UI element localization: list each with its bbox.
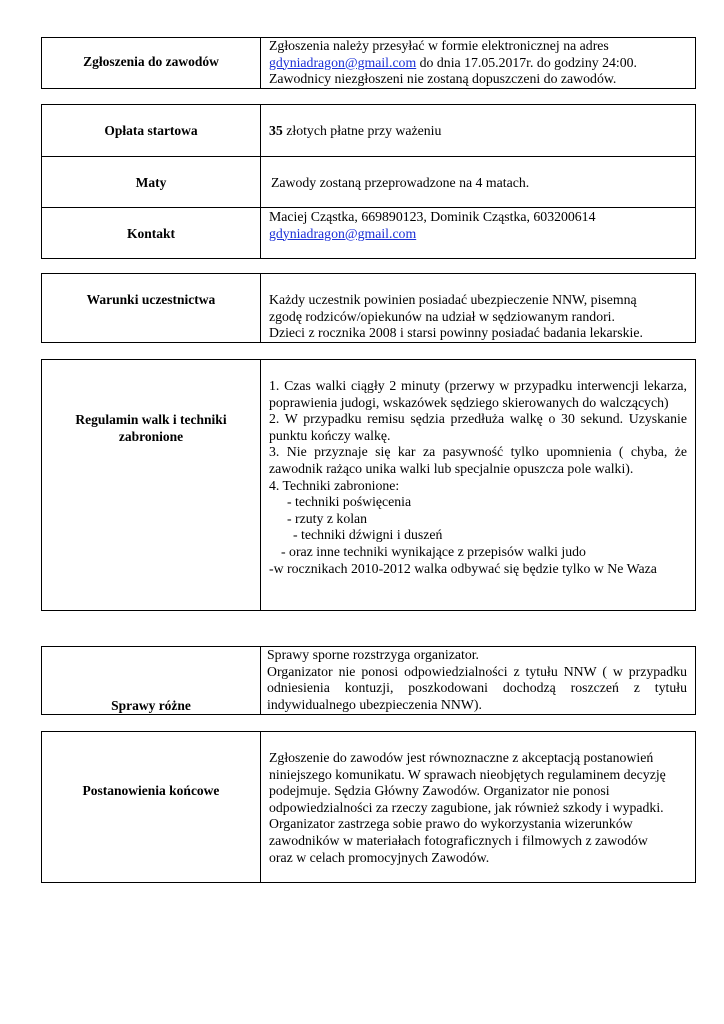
oplata-label-cell: [42, 105, 261, 157]
kontakt-label-cell: [42, 208, 261, 259]
sprawy-paragraph: Organizator nie ponosi odpowiedzialności z tytułu NNW ( w przypadku odniesienia kontuzji, poszkodowani dochodzą roszczeń z tytułu indywidualnego ubezpieczenia NNW).: [267, 663, 687, 712]
postanowienia-label: Postanowienia końcowe: [82, 783, 220, 798]
warunki-table: [41, 273, 696, 343]
oplata-row: [42, 105, 696, 157]
postanowienia-value-cell: [261, 732, 696, 883]
warunki-label: Warunki uczestnictwa: [86, 292, 216, 307]
maty-label: Maty: [135, 175, 167, 190]
sprawy-label: Sprawy różne: [111, 698, 191, 713]
kontakt-line1: Maciej Cząstka, 669890123, Dominik Cząstka, 603200614: [269, 209, 596, 224]
warunki-label-cell: [42, 274, 261, 343]
oplata-amount: 35: [269, 123, 283, 138]
maty-row: [42, 157, 696, 208]
postanowienia-line4: odpowiedzialności za rzeczy zagubione, jak również szkody i wypadki.: [269, 799, 664, 815]
regulamin-ne-waza-note: -w rocznikach 2010-2012 walka odbywać się będzie tylko w Ne Waza: [269, 560, 657, 576]
warunki-value-cell: [261, 274, 696, 343]
oplata-desc: złotych płatne przy ważeniu: [282, 123, 442, 138]
postanowienia-line1: Zgłoszenie do zawodów jest równoznaczne z akceptacją postanowień: [269, 750, 654, 765]
sprawy-table: [41, 646, 696, 715]
maty-label-cell: [42, 157, 261, 208]
warunki-line3: Dzieci z rocznika 2008 i starsi powinny posiadać badania lekarskie.: [269, 325, 643, 341]
kontakt-email-link[interactable]: gdyniadragon@gmail.com: [269, 225, 417, 241]
regulamin-value-cell: [261, 360, 696, 611]
forbidden-technique-3: - techniki dźwigni i duszeń: [293, 527, 443, 543]
forbidden-technique-4: - oraz inne techniki wynikające z przepisów walki judo: [281, 543, 586, 559]
zgloszenia-value-cell: [261, 38, 696, 89]
maty-value-cell: [261, 157, 696, 208]
kontakt-row: [42, 208, 696, 259]
postanowienia-line3: podejmuje. Sędzia Główny Zawodów. Organizator nie ponosi: [269, 783, 610, 799]
kontakt-label: Kontakt: [126, 226, 175, 241]
postanowienia-label-cell: [42, 732, 261, 883]
oplata-value-cell: [261, 105, 696, 157]
kontakt-line2: [269, 226, 687, 243]
kontakt-value-cell: [261, 208, 696, 259]
postanowienia-line2: niniejszego komunikatu. W sprawach nieobjętych regulaminem decyzję: [269, 766, 666, 782]
regulamin-label-cell: [42, 360, 261, 611]
sprawy-row: [42, 647, 696, 715]
postanowienia-table: [41, 731, 696, 883]
zgloszenia-line3: Zawodnicy niezgłoszeni nie zostaną dopuszczeni do zawodów.: [269, 71, 617, 87]
postanowienia-line7: oraz w celach promocyjnych Zawodów.: [269, 849, 490, 865]
regulamin-point-1: 1. Czas walki ciągły 2 minuty (przerwy w przypadku interwencji lekarza, poprawienia judogi, wskazówek sędziego skierowanych do walczących): [269, 378, 687, 410]
zgloszenia-email-link[interactable]: gdyniadragon@gmail.com: [269, 54, 417, 70]
sprawy-label-cell: [42, 647, 261, 715]
postanowienia-line6: zawodników w materiałach fotograficznych i filmowych z zawodów: [269, 832, 648, 848]
regulamin-row: [42, 360, 696, 611]
oplata-maty-kontakt-table: [41, 104, 696, 259]
regulamin-label: Regulamin walk i techniki zabronione: [75, 412, 227, 444]
postanowienia-line5: Organizator zastrzega sobie prawo do wykorzystania wizerunków: [269, 816, 633, 832]
maty-text: Zawody zostaną przeprowadzone na 4 matach.: [271, 175, 530, 190]
zgloszenia-line1: Zgłoszenia należy przesyłać w formie elektronicznej na adres: [269, 38, 609, 53]
sprawy-line1: Sprawy sporne rozstrzyga organizator.: [267, 647, 479, 662]
warunki-line1: Każdy uczestnik powinien posiadać ubezpieczenie NNW, pisemną: [269, 292, 637, 307]
sprawy-value-cell: [261, 647, 696, 715]
regulamin-point-4: 4. Techniki zabronione:: [269, 477, 400, 493]
warunki-line2: zgodę rodziców/opiekunów na udział w sędziowanym randori.: [269, 308, 615, 324]
oplata-text: [261, 105, 695, 140]
zgloszenia-line2: [269, 55, 687, 72]
postanowienia-row: [42, 732, 696, 883]
regulamin-point-2: 2. W przypadku remisu sędzia przedłuża walkę o 30 sekund. Uzyskanie punktu kończy walkę.: [269, 411, 687, 443]
forbidden-technique-1: - techniki poświęcenia: [287, 494, 412, 510]
warunki-row: [42, 274, 696, 343]
regulamin-point-3: 3. Nie przyznaje się kar za pasywność tylko upomnienia ( chyba, że zawodnik rażąco unika walki lub specjalnie opuszcza pole walki).: [269, 444, 687, 476]
zgloszenia-table: [41, 37, 696, 89]
zgloszenia-row: [42, 38, 696, 89]
oplata-label: Opłata startowa: [104, 123, 198, 138]
regulamin-table: [41, 359, 696, 611]
forbidden-technique-2: - rzuty z kolan: [287, 510, 368, 526]
zgloszenia-label: Zgłoszenia do zawodów: [83, 54, 219, 69]
zgloszenia-label-cell: [42, 38, 261, 89]
zgloszenia-deadline: do dnia 17.05.2017r. do godziny 24:00.: [416, 54, 637, 70]
